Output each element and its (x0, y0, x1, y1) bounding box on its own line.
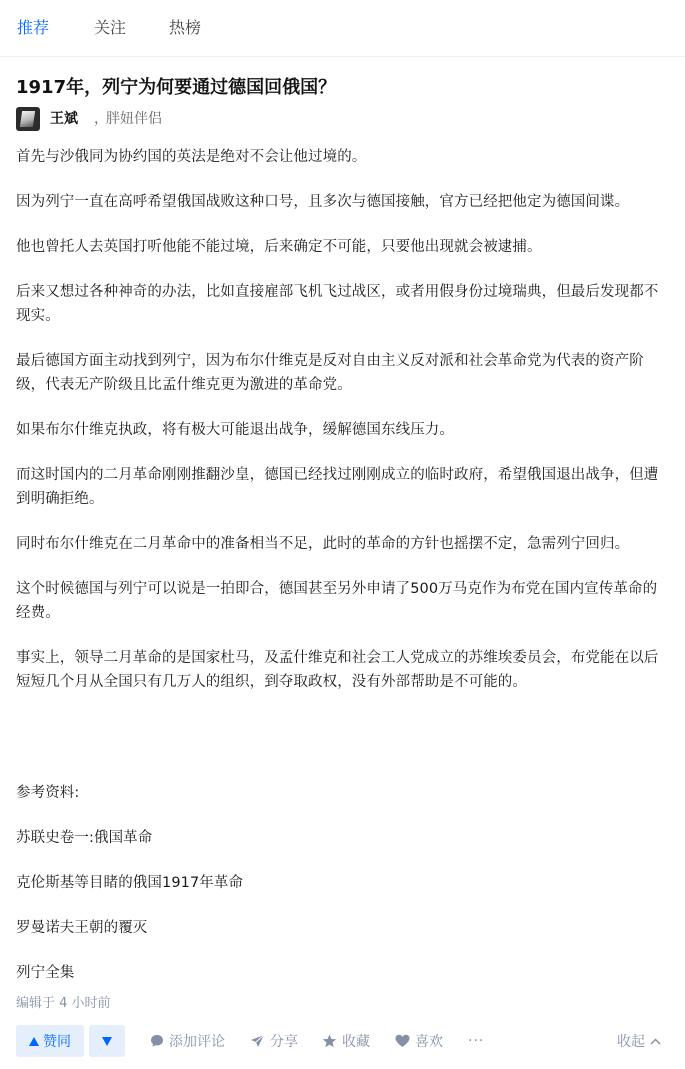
triangle-down-icon (102, 1037, 112, 1046)
action-bar (16, 1025, 669, 1057)
share-button[interactable] (250, 1025, 298, 1057)
answer-content (16, 145, 669, 1006)
avatar[interactable] (16, 107, 40, 131)
reference-item: 克伦斯基等目睹的俄国1917年革命 (16, 875, 244, 891)
answer-paragraph: 他也曾托人去英国打听他能不能过境，后来确定不可能，只要他出现就会被逮捕。 (16, 239, 542, 255)
author-info (16, 107, 676, 131)
star-icon (322, 1034, 337, 1048)
comment-button[interactable] (150, 1025, 225, 1057)
collapse-label: 收起 (617, 1034, 645, 1050)
references-title: 参考资料: (16, 785, 80, 801)
collapse-button[interactable] (617, 1025, 661, 1057)
reference-item: 列宁全集 (16, 965, 75, 981)
tab-hot[interactable]: 热榜 (169, 18, 202, 37)
question-title[interactable]: 1917年，列宁为何要通过德国回俄国？ (16, 77, 337, 98)
content-spacer (16, 715, 669, 781)
triangle-up-icon (29, 1037, 39, 1046)
collect-label: 收藏 (342, 1034, 370, 1050)
more-icon: ··· (468, 1033, 485, 1049)
like-button[interactable] (395, 1025, 443, 1057)
answer-paragraph: 同时布尔什维克在二月革命中的准备相当不足，此时的革命的方针也摇摆不定，急需列宁回归。 (16, 536, 630, 552)
answer-paragraph: 事实上，领导二月革命的是国家杜马，及孟什维克和社会工人党成立的苏维埃委员会，布党能在以后短短几个月从全国只有几万人的组织，到夺取政权，没有外部帮助是不可能的。 (16, 650, 659, 690)
upvote-label: 赞同 (43, 1034, 71, 1050)
reference-item: 苏联史卷一:俄国革命 (16, 830, 153, 846)
answer-paragraph: 后来又想过各种神奇的办法，比如直接雇部飞机飞过战区，或者用假身份过境瑞典，但最后发现都不现实。 (16, 284, 659, 324)
more-button[interactable] (468, 1025, 484, 1057)
share-icon (250, 1034, 265, 1048)
top-tab-bar (0, 0, 685, 57)
answer-paragraph: 因为列宁一直在高呼希望俄国战败这种口号，且多次与德国接触，官方已经把他定为德国间谍。 (16, 194, 630, 210)
tab-follow[interactable]: 关注 (94, 18, 127, 37)
tab-recommend[interactable]: 推荐 (17, 18, 50, 37)
answer-paragraph: 如果布尔什维克执政，将有极大可能退出战争，缓解德国东线压力。 (16, 422, 454, 438)
answer-paragraph: 而这时国内的二月革命刚刚推翻沙皇，德国已经找过刚刚成立的临时政府，希望俄国退出战争，但遭到明确拒绝。 (16, 467, 659, 507)
like-label: 喜欢 (415, 1034, 443, 1050)
comment-label: 添加评论 (169, 1034, 225, 1050)
reference-item: 罗曼诺夫王朝的覆灭 (16, 920, 148, 936)
downvote-button[interactable] (89, 1025, 125, 1057)
author-separator: ， (94, 111, 108, 127)
comment-icon (150, 1034, 164, 1048)
upvote-button[interactable] (16, 1025, 84, 1057)
answer-paragraph: 首先与沙俄同为协约国的英法是绝对不会让他过境的。 (16, 149, 367, 165)
author-name[interactable]: 王斌 (50, 111, 78, 127)
edited-time[interactable]: 编辑于 4 小时前 (16, 996, 111, 1011)
answer-paragraph: 最后德国方面主动找到列宁，因为布尔什维克是反对自由主义反对派和社会革命党为代表的资产阶级，代表无产阶级且比孟什维克更为激进的革命党。 (16, 353, 644, 393)
collect-button[interactable] (322, 1025, 370, 1057)
chevron-up-icon (650, 1038, 661, 1045)
heart-icon (395, 1034, 410, 1048)
author-bio: 胖妞伴侣 (106, 111, 162, 127)
answer-paragraph: 这个时候德国与列宁可以说是一拍即合，德国甚至另外申请了500万马克作为布党在国内宣传革命的经费。 (16, 581, 658, 621)
share-label: 分享 (270, 1034, 298, 1050)
